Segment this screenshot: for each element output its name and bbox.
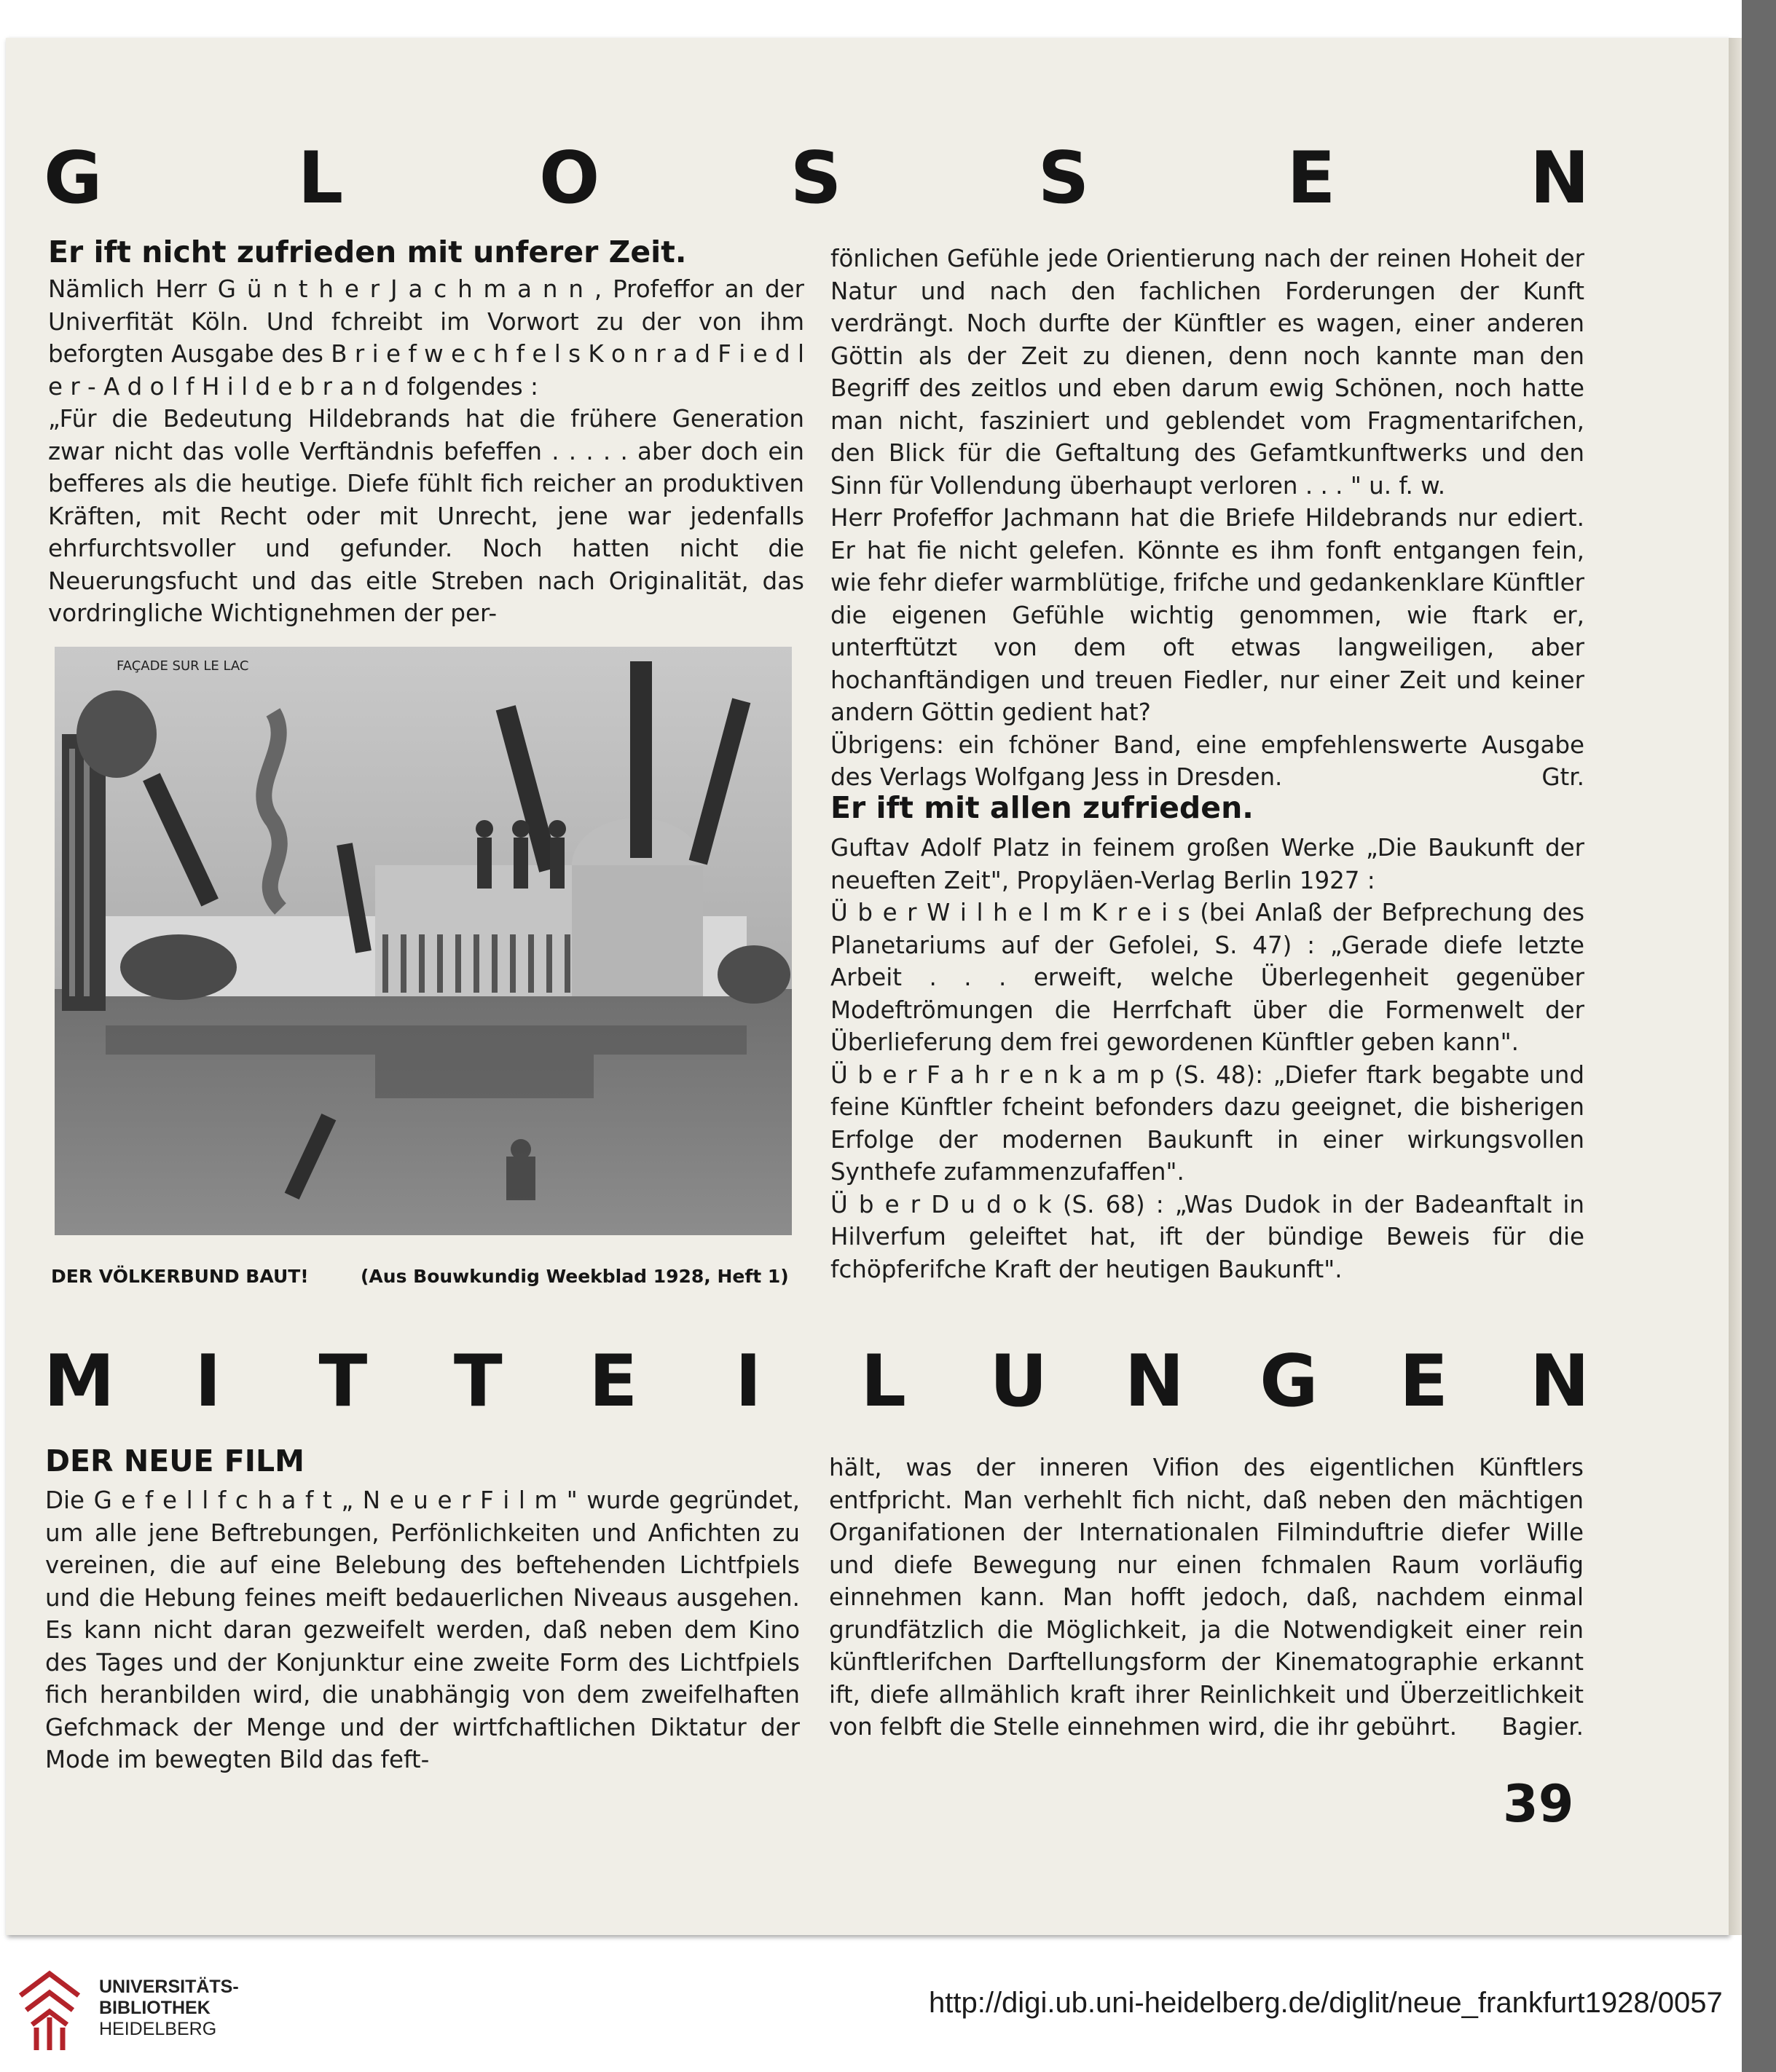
heading-letter: U [989,1340,1048,1423]
article-title-zufrieden: Er ift mit allen zufrieden. [830,790,1254,825]
paragraph: fönlichen Gefühle jede Orientierung nach der reinen Hoheit der Natur und nach den fachlichen Forderungen der Kunft verdrängt. Noch durfte der Künftler es wagen, einer anderen Göttin als der Zeit zu dienen, denn noch kannte man den Begriff des zeitlos und eben darum ewig Schönen, noch hatte man nicht, fasziniert und geblendet vom Fragmentarifchen, den Blick für die Geftaltung des Gefamtkunftwerks und den Sinn für Vollendung überhaupt verloren . . . " u. f. w. [830,245,1584,500]
library-line: HEIDELBERG [99,2019,217,2039]
section-heading-glossen [44,137,1588,220]
article-title-zeit: Er ift nicht zufrieden mit unferer Zeit. [48,235,687,269]
library-name [99,1977,239,2040]
heading-letter: S [790,137,842,220]
collage-photo [55,647,792,1235]
article2-body [830,832,1584,1285]
heading-letter: G [44,137,103,220]
heading-letter: O [539,137,600,220]
heading-letter: N [1124,1340,1184,1423]
heading-letter: E [1399,1340,1448,1423]
library-line: BIBLIOTHEK [99,1998,211,2018]
film-body-right [829,1451,1584,1744]
article-body-right [830,243,1584,794]
heading-letter: T [453,1340,503,1423]
page-number: 39 [1503,1774,1574,1834]
heading-letter: T [318,1340,368,1423]
heading-letter: E [1286,137,1336,220]
heading-letter: G [1260,1340,1319,1423]
paragraph: Die G e f e l l f c h a f t „ N e u e r F i l m " wurde gegründet, um alle jene Beftrebungen, Perfönlichkeiten und Anfichten zu vereinen, die auf eine Belebung des beftehenden Lichtfpiels und die Hebung feines meift bedauerlichen Niveaus ausgehen. Es kann nicht daran gezweifelt werden, daß neben dem Kino des Tages und der Konjunktur eine zweite Form des Lichtfpiels fich heranbilden wird, die unabhängig von dem zweifelhaften Gefchmack der Menge und der wirtfchaftlichen Diktatur der Mode im bewegten Bild das feft- [45,1486,800,1773]
source-url-link[interactable]: http://digi.ub.uni-heidelberg.de/diglit/neue_frankfurt1928/0057 [929,1987,1723,2019]
photo-caption-title: DER VÖLKERBUND BAUT! [51,1266,309,1287]
library-line: UNIVERSITÄTS- [99,1977,239,1997]
library-logo-icon [16,1966,83,2054]
paragraph: Ü b e r W i l h e l m K r e i s (bei Anlaß der Befprechung des Planetariums auf der Gefolei, S. 47) : „Gerade diefe letzte Arbeit . . . erweift, welche Überlegenheit gegenüber Modeftrömungen die Herrfchaft über die Formenwelt der Überlieferung dem frei gewordenen Künftler geben kann". [830,899,1584,1056]
scan-margin [1742,0,1776,2072]
paragraph: Ü b e r D u d o k (S. 68) : „Was Dudok in der Badeanftalt in Hilverfum geleiftet hat, ift der bündige Beweis für die fchöpferifche Kraft der heutigen Baukunft". [830,1190,1584,1283]
heading-letter: I [195,1340,221,1423]
paragraph: Nämlich Herr G ü n t h e r J a c h m a n n , Profeffor an der Univerfität Köln. Und fchreibt im Vorwort zu der von ihm beforgten Ausgabe des B r i e f w e c h f e l s K o n r a d F i e d l e r - A d o l f H i l d e b r a n d folgendes : [48,275,804,401]
heading-letter: I [735,1340,762,1423]
collage-inscription: FAÇADE SUR LE LAC [117,658,249,674]
heading-letter: L [860,1340,906,1423]
heading-letter: L [297,137,344,220]
article-body-left [48,273,804,630]
article-title-film: DER NEUE FILM [45,1443,304,1478]
paragraph: Herr Profeffor Jachmann hat die Briefe Hildebrands nur ediert. Er hat fie nicht gelefen. Könnte es ihm fonft entgangen fein, wie fehr diefer warmblütige, frifche und gedankenklare Künftler die eigenen Gefühle wichtig genommen, wie ftark er, unterftützt von dem oft etwas langweiligen, aber hochanftändigen und treuen Fiedler, nur einer Zeit und keiner andern Göttin gedient hat? [830,504,1584,726]
heading-letter: N [1530,137,1590,220]
film-body-text: hält, was der inneren Vifion des eigentlichen Künftlers entfpricht. Man verhehlt fich nicht, daß neben den mächtigen Organifationen der Internationalen Filminduftrie diefer Wille und diefe Bewegung nur einen fchmalen Raum vorläufig einnehmen kann. Man hofft jedoch, daß, nachdem einmal grundfätzlich die Möglichkeit, ja die Notwendigkeit einer rein künftlerifchen Darftellungsform der Kinematographie erkannt ift, diefe allmählich kraft ihrer Reinlichkeit und Überzeitlichkeit von felbft die Stelle einnehmen wird, die ihr gebührt. [829,1454,1584,1741]
section-heading-mitteilungen [44,1340,1588,1423]
author-signature: Bagier. [1501,1713,1584,1741]
heading-letter: M [44,1340,115,1423]
author-signature: Gtr. [1541,763,1584,791]
paragraph [830,729,1584,794]
paragraph [829,1451,1584,1744]
page-edge [1729,38,1742,1935]
closing-text: Übrigens: ein fchöner Band, eine empfehlenswerte Ausgabe des Verlags Wolfgang Jess in Dresden. [830,730,1584,791]
heading-letter: N [1529,1340,1590,1423]
paragraph: „Für die Bedeutung Hildebrands hat die frühere Generation zwar nicht das volle Verftändnis befeffen . . . . . aber doch ein befferes als die heutige. Diefe fühlt fich reicher an produktiven Kräften, mit Recht oder mit Unrecht, jene war jedenfalls ehrfurchtsvoller und gefunder. Noch hatten nicht die Neuerungsfucht und das eitle Streben nach Originalität, das vordringliche Wichtignehmen der per- [48,405,804,627]
collage-illustration [55,647,792,1235]
heading-letter: E [589,1340,638,1423]
paragraph: Ü b e r F a h r e n k a m p (S. 48): „Diefer ftark begabte und feine Künftler fcheint befonders dazu geeignet, die bisherigen Erfolge der modernen Baukunft in einer wirkungsvollen Synthefe zufammenzufaffen". [830,1060,1584,1186]
photo-caption-source: (Aus Bouwkundig Weekblad 1928, Heft 1) [361,1266,789,1287]
heading-letter: S [1037,137,1090,220]
paragraph: Guftav Adolf Platz in feinem großen Werke „Die Baukunft der neueften Zeit", Propyläen-Verlag Berlin 1927 : [830,834,1584,894]
film-body-left [45,1484,800,1776]
